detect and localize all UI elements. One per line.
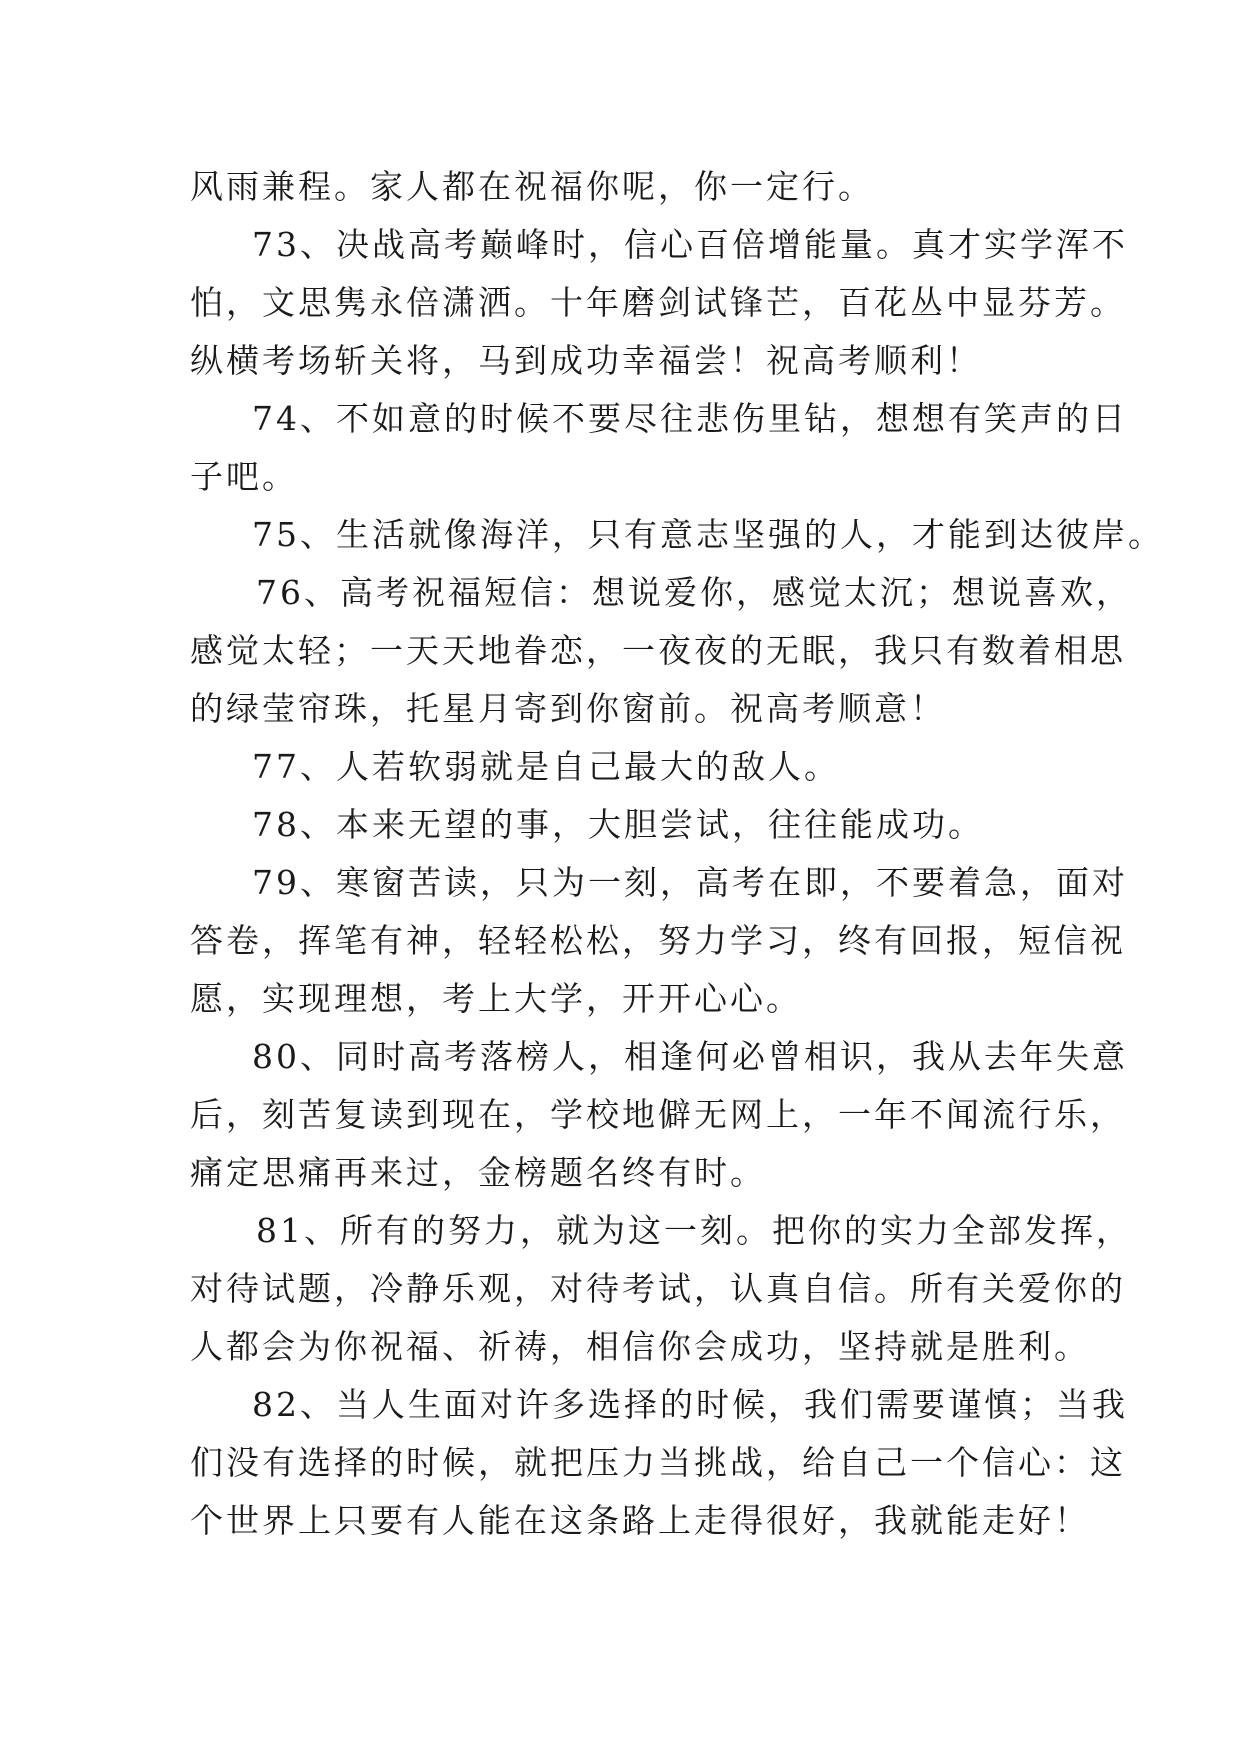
paragraph-76-line-1: 76、高考祝福短信：想说爱你，感觉太沉；想说喜欢， <box>256 573 1132 612</box>
paragraph-73-line-1: 73、决战高考巅峰时，信心百倍增能量。真才实学浑不 <box>252 225 1128 264</box>
paragraph-81-line-3: 人都会为你祝福、祈祷，相信你会成功，坚持就是胜利。 <box>190 1327 1090 1366</box>
paragraph-82-line-2: 们没有选择的时候，就把压力当挑战，给自己一个信心：这 <box>190 1443 1126 1482</box>
paragraph-82-line-3: 个世界上只要有人能在这条路上走得很好，我就能走好！ <box>190 1501 1090 1540</box>
paragraph-77-line-1: 77、人若软弱就是自己最大的敌人。 <box>252 747 840 786</box>
paragraph-81-line-2: 对待试题，冷静乐观，对待考试，认真自信。所有关爱你的 <box>190 1269 1126 1308</box>
text-line: 风雨兼程。家人都在祝福你呢，你一定行。 <box>190 167 874 206</box>
paragraph-73-line-2: 怕，文思隽永倍潇洒。十年磨剑试锋芒，百花丛中显芬芳。 <box>190 283 1126 322</box>
paragraph-79-line-1: 79、寒窗苦读，只为一刻，高考在即，不要着急，面对 <box>252 863 1128 902</box>
paragraph-75-line-1: 75、生活就像海洋，只有意志坚强的人，才能到达彼岸。 <box>252 515 1164 554</box>
paragraph-79-line-3: 愿，实现理想，考上大学，开开心心。 <box>190 979 802 1018</box>
paragraph-80-line-3: 痛定思痛再来过，金榜题名终有时。 <box>190 1153 766 1192</box>
paragraph-78-line-1: 78、本来无望的事，大胆尝试，往往能成功。 <box>252 805 984 844</box>
paragraph-82-line-1: 82、当人生面对许多选择的时候，我们需要谨慎；当我 <box>252 1385 1128 1424</box>
paragraph-79-line-2: 答卷，挥笔有神，轻轻松松，努力学习，终有回报，短信祝 <box>190 921 1126 960</box>
document-body <box>190 158 1164 1550</box>
paragraph-74-line-2: 子吧。 <box>190 457 298 496</box>
paragraph-76-line-3: 的绿莹帘珠，托星月寄到你窗前。祝高考顺意！ <box>190 689 946 728</box>
paragraph-80-line-2: 后，刻苦复读到现在，学校地僻无网上，一年不闻流行乐， <box>190 1095 1126 1134</box>
paragraph-73-line-3: 纵横考场斩关将，马到成功幸福尝！祝高考顺利！ <box>190 341 982 380</box>
paragraph-74-line-1: 74、不如意的时候不要尽往悲伤里钻，想想有笑声的日 <box>252 399 1128 438</box>
paragraph-81-line-1: 81、所有的努力，就为这一刻。把你的实力全部发挥， <box>256 1211 1132 1250</box>
paragraph-80-line-1: 80、同时高考落榜人，相逢何必曾相识，我从去年失意 <box>252 1037 1128 1076</box>
paragraph-76-line-2: 感觉太轻；一天天地眷恋，一夜夜的无眠，我只有数着相思 <box>190 631 1126 670</box>
